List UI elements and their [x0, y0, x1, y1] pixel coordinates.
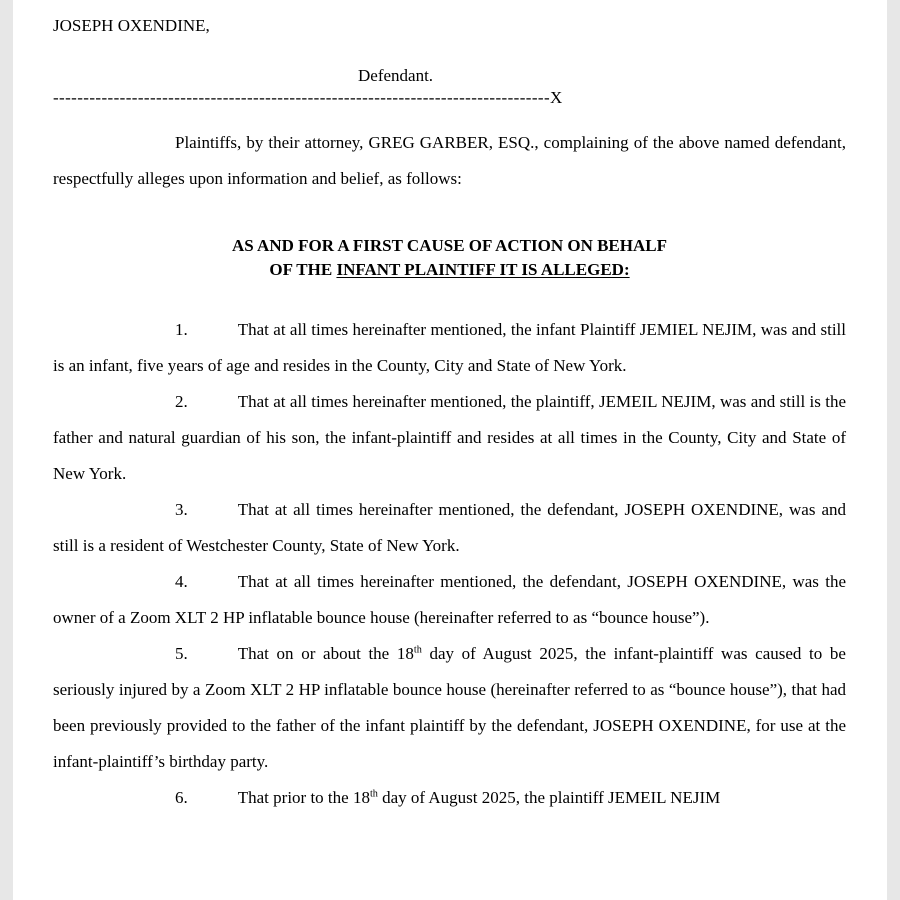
defendant-name: JOSEPH OXENDINE,	[53, 16, 210, 35]
opening-paragraph: Plaintiffs, by their attorney, GREG GARBER, ESQ., complaining of the above named defendant, respectfully alleges upon information and belief, as follows:	[53, 133, 846, 188]
allegation-paragraph-4	[53, 564, 846, 636]
paragraph-text: That on or about the 18	[237, 644, 414, 663]
paragraph-text: day of August 2025, the plaintiff JEMEIL NEJIM	[377, 788, 721, 807]
ordinal-superscript: th	[413, 644, 422, 656]
heading-line-2-plain: OF THE	[269, 260, 333, 279]
paragraph-number: 5.	[175, 644, 188, 663]
allegation-paragraph-1	[53, 312, 846, 384]
paragraph-number: 1.	[175, 320, 188, 339]
paragraph-text: That at all times hereinafter mentioned, the plaintiff, JEMEIL NEJIM, was and still is the father and natural guardian of his son, the infant-plaintiff and resides at all times in the County, City and State of New York.	[53, 392, 846, 483]
allegation-paragraph-6	[53, 780, 846, 816]
allegation-paragraph-2	[53, 384, 846, 492]
cause-of-action-heading	[53, 234, 846, 282]
allegation-paragraph-3	[53, 492, 846, 564]
document-page	[13, 0, 887, 900]
ordinal-superscript: th	[369, 788, 378, 800]
paragraph-number: 3.	[175, 500, 188, 519]
paragraph-number: 4.	[175, 572, 188, 591]
paragraph-text: That at all times hereinafter mentioned, the defendant, JOSEPH OXENDINE, was and still is a resident of Westchester County, State of New York.	[53, 500, 846, 555]
caption-rule: ----------------------------------------------------------------------------------X	[53, 88, 563, 107]
paragraph-text: That at all times hereinafter mentioned, the defendant, JOSEPH OXENDINE, was the owner of a Zoom XLT 2 HP inflatable bounce house (hereinafter referred to as “bounce house”).	[53, 572, 846, 627]
heading-line-2-underlined: INFANT PLAINTIFF IT IS ALLEGED:	[336, 260, 630, 279]
paragraph-text: That at all times hereinafter mentioned, the infant Plaintiff JEMIEL NEJIM, was and still is an infant, five years of age and resides in the County, City and State of New York.	[53, 320, 846, 375]
heading-line-1: AS AND FOR A FIRST CAUSE OF ACTION ON BEHALF	[232, 236, 667, 255]
paragraph-number: 6.	[175, 788, 188, 807]
paragraph-text: day of August 2025, the infant-plaintiff was caused to be seriously injured by a Zoom XLT 2 HP inflatable bounce house (hereinafter referred to as “bounce house”), that had been previously provided to the father of the infant plaintiff by the defendant, JOSEPH OXENDINE, for use at the infant-plaintiff’s birthday party.	[53, 644, 846, 771]
allegation-paragraph-5	[53, 636, 846, 780]
paragraph-text: That prior to the 18	[237, 788, 370, 807]
paragraph-number: 2.	[175, 392, 188, 411]
allegations-section	[53, 312, 846, 816]
heading-line-2	[53, 258, 846, 282]
defendant-label: Defendant.	[358, 66, 434, 85]
